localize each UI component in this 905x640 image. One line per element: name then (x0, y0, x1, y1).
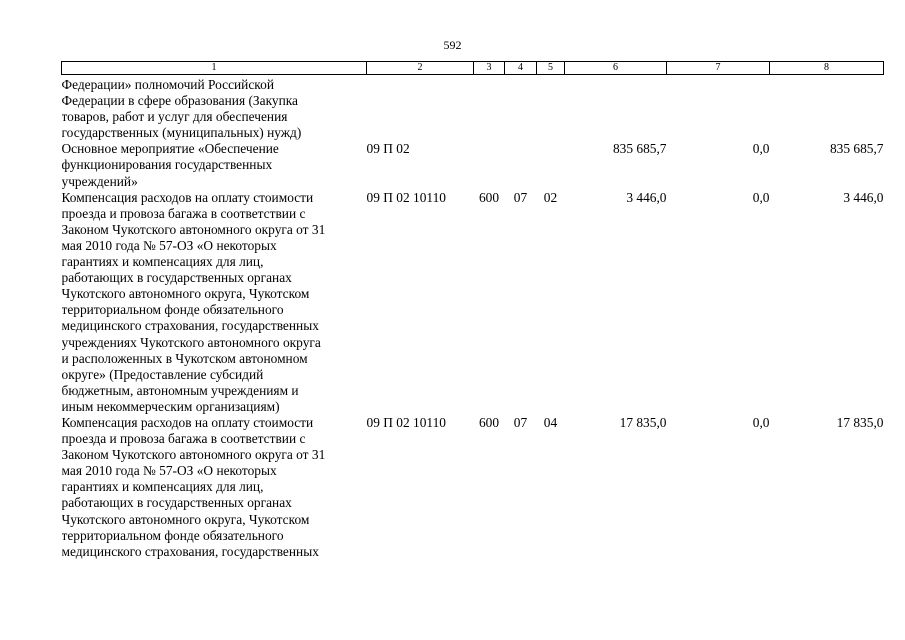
description-line: Компенсация расходов на оплату стоимости (61, 189, 314, 205)
row-pr (537, 75, 565, 142)
row-pr: 04 (543, 414, 558, 430)
description-line: гарантиях и компенсациях для лиц, (61, 254, 264, 270)
row-description (62, 190, 367, 415)
row-code: 09 П 02 10110 (366, 414, 446, 430)
description-line: проезда и провоза багажа в соответствии с (61, 431, 306, 447)
description-line: Чукотского автономного округа, Чукотском (61, 511, 310, 527)
row-value-8: 3 446,0 (843, 189, 884, 205)
table-row (62, 190, 884, 415)
row-value-8 (770, 75, 884, 142)
description-line: Основное мероприятие «Обеспечение (61, 141, 279, 157)
column-header-5: 5 (537, 62, 565, 75)
description-line: Чукотского автономного округа, Чукотском (61, 286, 310, 302)
column-header-1: 1 (62, 62, 367, 75)
description-line: территориальном фонде обязательного (61, 527, 284, 543)
page-number: 592 (443, 38, 462, 52)
row-pr: 02 (543, 189, 558, 205)
description-line: работающих в государственных органах (61, 270, 292, 286)
row-code: 09 П 02 10110 (366, 189, 446, 205)
column-header-6: 6 (565, 62, 667, 75)
row-description (62, 75, 367, 142)
row-value-8: 835 685,7 (829, 141, 884, 157)
budget-table (61, 61, 884, 560)
description-line: учреждений» (61, 173, 138, 189)
table-row (62, 415, 884, 560)
description-line: товаров, работ и услуг для обеспечения (61, 109, 288, 125)
description-line: функционирования государственных (61, 157, 273, 173)
row-vr: 600 (478, 414, 500, 430)
row-code (367, 75, 474, 142)
row-value-7: 0,0 (752, 414, 770, 430)
column-header-7: 7 (667, 62, 770, 75)
description-line: проезда и провоза багажа в соответствии с (61, 205, 306, 221)
description-line: Законом Чукотского автономного округа от 31 (61, 447, 326, 463)
description-line: Федерации» полномочий Российской (61, 77, 274, 92)
description-line: Законом Чукотского автономного округа от 31 (61, 221, 326, 237)
description-line: иным некоммерческим организациям) (61, 398, 280, 414)
description-line: работающих в государственных органах (61, 495, 292, 511)
row-value-7: 0,0 (752, 189, 770, 205)
row-rz (505, 75, 537, 142)
table-header-row (62, 62, 884, 75)
description-line: медицинского страхования, государственных (61, 318, 319, 334)
column-header-3: 3 (474, 62, 505, 75)
row-value-6: 3 446,0 (626, 189, 667, 205)
description-line: и расположенных в Чукотском автономном (61, 350, 308, 366)
row-rz (505, 141, 537, 189)
description-line: учреждениях Чукотского автономного округа (61, 334, 321, 350)
column-header-8: 8 (770, 62, 884, 75)
row-vr: 600 (478, 189, 500, 205)
row-value-7 (667, 75, 770, 142)
row-rz: 07 (513, 189, 528, 205)
row-value-6: 835 685,7 (612, 141, 667, 157)
description-line: мая 2010 года № 57-ОЗ «О некоторых (61, 237, 277, 253)
row-description (62, 141, 367, 189)
description-line: гарантиях и компенсациях для лиц, (61, 479, 264, 495)
row-value-6: 17 835,0 (619, 414, 667, 430)
description-line: мая 2010 года № 57-ОЗ «О некоторых (61, 463, 277, 479)
row-value-8: 17 835,0 (836, 414, 884, 430)
table-row (62, 75, 884, 142)
table-row (62, 141, 884, 189)
row-pr (537, 141, 565, 189)
description-line: Федерации в сфере образования (Закупка (61, 93, 298, 109)
description-line: территориальном фонде обязательного (61, 302, 284, 318)
row-value-6 (565, 75, 667, 142)
row-vr (474, 75, 505, 142)
row-rz: 07 (513, 414, 528, 430)
column-header-4: 4 (505, 62, 537, 75)
row-vr (474, 141, 505, 189)
row-description (62, 415, 367, 560)
description-line: Компенсация расходов на оплату стоимости (61, 414, 314, 430)
column-header-2: 2 (367, 62, 474, 75)
row-value-7: 0,0 (752, 141, 770, 157)
description-line: округе» (Предоставление субсидий (61, 366, 264, 382)
row-code: 09 П 02 (366, 141, 410, 157)
description-line: государственных (муниципальных) нужд) (61, 125, 302, 141)
description-line: медицинского страхования, государственных (61, 543, 319, 559)
description-line: бюджетным, автономным учреждениям и (61, 382, 299, 398)
